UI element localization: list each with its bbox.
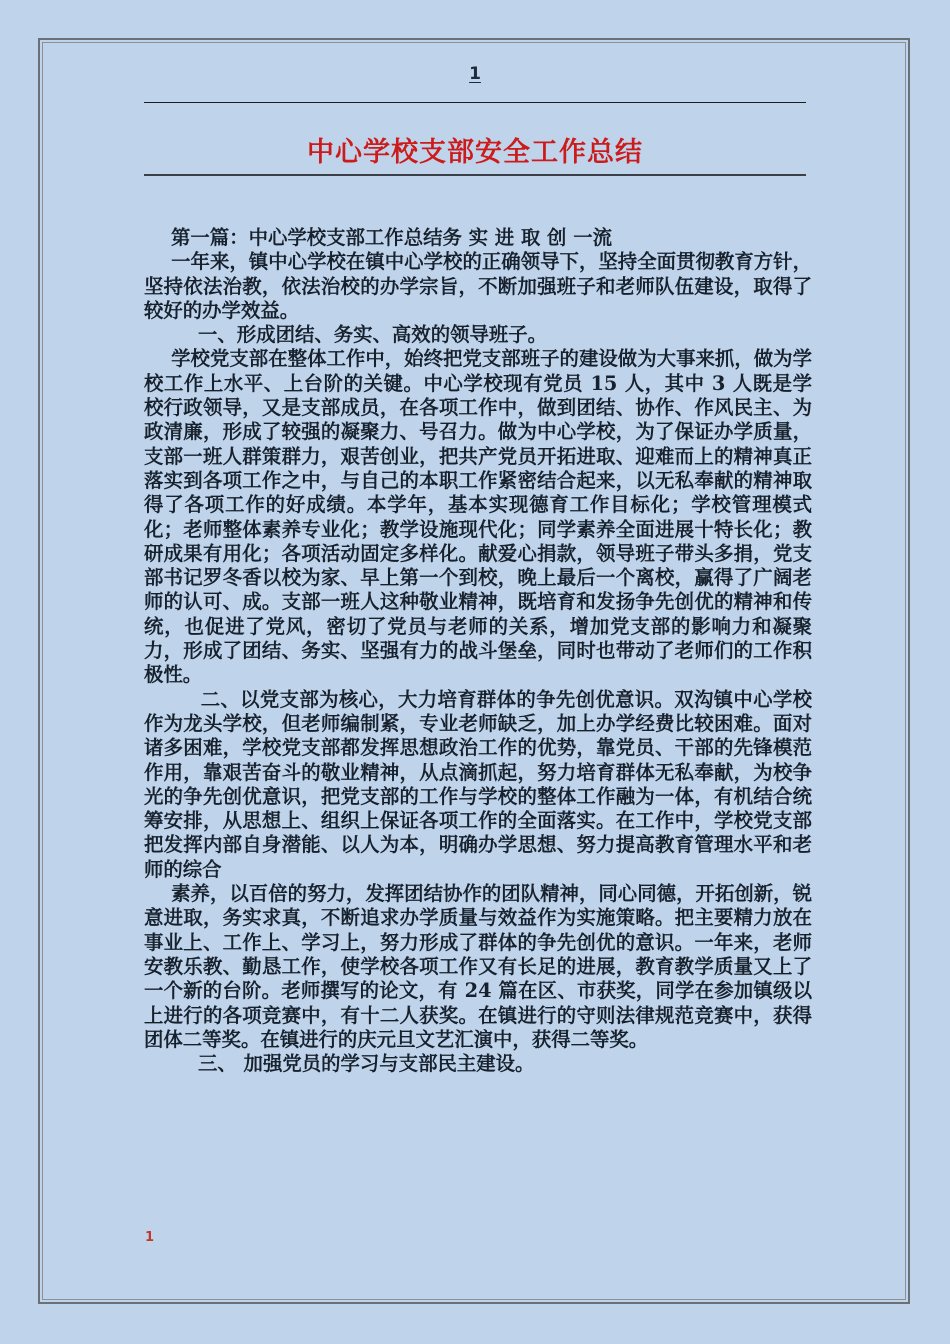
paragraph-intro: 一年来，镇中心学校在镇中心学校的正确领导下，坚持全面贯彻教育方针，坚持依法治教，依法治校的办学宗旨，不断加强班子和老师队伍建设，取得了较好的办学效益。 — [144, 250, 812, 322]
document-title: 中心学校支部安全工作总结 — [307, 137, 643, 168]
footer-page-number: 1 — [145, 1230, 155, 1245]
paragraph-section-heading: 第一篇：中心学校支部工作总结务 实 进 取 创 一流 — [144, 226, 612, 249]
paragraph-heading-3: 三、 加强党员的学习与支部民主建设。 — [144, 1052, 535, 1076]
header-page-number: 1 — [469, 64, 481, 84]
paragraph-body-2: 二、以党支部为核心，大力培育群体的争先创优意识。双沟镇中心学校作为龙头学校，但老师编制紧，专业老师缺乏，加上办学经费比较困难。面对诸多困难，学校党支部都发挥思想政治工作的优势，靠党员、干部的先锋模范作用，靠艰苦奋斗的敬业精神，从点滴抓起，努力培育群体无私奉献，为校争光的争先创优意识，把党支部的工作与学校的整体工作融为一体，有机结合统筹安排，从思想上、组织上保证各项工作的全面落实。在工作中，学校党支部把发挥内部自身潜能、以人为本，明确办学思想、努力提高教育管理水平和老师的综合 — [144, 687, 812, 881]
paragraph-body-3: 素养，以百倍的努力，发挥团结协作的团队精神，同心同德，开拓创新，锐意进取，务实求真，不断追求办学质量与效益作为实施策略。把主要精力放在事业上、工作上、学习上，努力形成了群体的争先创优的意识。一年来，老师安教乐教、勤恳工作，使学校各项工作又有长足的进展，教育教学质量又上了一个新的台阶。老师撰写的论文，有 24 篇在区、市获奖，同学在参加镇级以上进行的各项竞赛中，有十二人获奖。在镇进行的守则法律规范竞赛中，获得团体二等奖。在镇进行的庆元旦文艺汇演中，获得二等奖。 — [144, 882, 812, 1051]
paragraph-heading-1: 一、形成团结、务实、高效的领导班子。 — [144, 323, 548, 347]
header-divider — [144, 102, 806, 103]
paragraph-body-1: 学校党支部在整体工作中，始终把党支部班子的建设做为大事来抓，做为学校工作上水平、上台阶的关键。中心学校现有党员 15 人，其中 3 人既是学校行政领导，又是支部成员，在各项工作中，做到团结、协作、作风民主、为政清廉，形成了较强的凝聚力、号召力。做为中心学校，为了保证办学质量，支部一班人群策群力，艰苦创业，把共产党员开拓进取、迎难而上的精神真正落实到各项工作之中，与自己的本职工作紧密结合起来，以无私奉献的精神取得了各项工作的好成绩。本学年，基本实现德育工作目标化；学校管理模式化；老师整体素养专业化；教学设施现代化；同学素养全面进展十特长化；教研成果有用化；各项活动固定多样化。献爱心捐款，领导班子带头多捐，党支部书记罗冬香以校为家、早上第一个到校，晚上最后一个离校，赢得了广阔老师的认可、成。支部一班人这种敬业精神，既培育和发扬争先创优的精神和传统，也促进了党风，密切了党员与老师的关系，增加党支部的影响力和凝聚力，形成了团结、务实、坚强有力的战斗堡垒，同时也带动了老师们的工作积极性。 — [144, 347, 812, 687]
document-body — [144, 226, 812, 1076]
title-divider — [144, 174, 806, 176]
